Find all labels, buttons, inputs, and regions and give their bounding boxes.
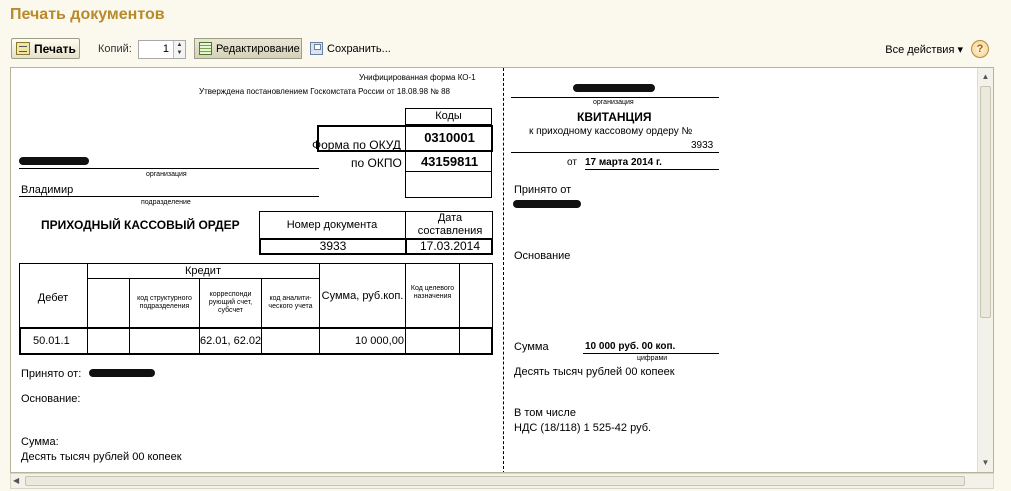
division-value: Владимир [21,184,74,196]
okpo-label: по ОКПО [351,156,402,170]
help-icon[interactable]: ? [971,40,989,58]
vertical-scrollbar[interactable] [977,68,993,472]
edit-toggle-button[interactable] [194,38,302,59]
col-sum: Сумма, руб.коп. [321,289,404,302]
row-debit: 50.01.1 [33,335,70,347]
redacted-receipt-payer [513,200,581,208]
receipt-basis-label: Основание [514,250,571,262]
save-button-label: Сохранить... [327,42,391,55]
accepted-from-label: Принято от: [21,368,82,380]
cut-line [503,68,504,473]
rule [19,196,319,197]
horizontal-scroll-thumb[interactable] [25,476,965,486]
sum-label: Сумма: [21,436,59,448]
redacted-payer [89,369,155,377]
okud-value: 0310001 [424,129,475,145]
receipt-accepted-from-label: Принято от [514,184,572,196]
rule [19,168,319,169]
basis-label: Основание: [21,393,81,405]
receipt-org-caption: организация [593,99,634,106]
okpo-value: 43159811 [420,153,479,169]
rule [405,125,406,195]
window-title: Печать документов [10,6,165,23]
receipt-date: 17 марта 2014 г. [585,157,662,168]
receipt-subtitle: к приходному кассовому ордеру № [529,126,693,137]
receipt-title: КВИТАНЦИЯ [577,110,652,124]
doc-number: 3933 [319,238,347,253]
col-purpose: Код целевого назначения [410,284,455,300]
scroll-left-icon[interactable]: ◀ [13,476,20,485]
print-button[interactable] [11,38,80,59]
copies-stepper[interactable] [138,40,186,59]
col-struct: код структурного подразделения [137,294,192,310]
okud-label: Форма по ОКУД [312,138,401,152]
document-view[interactable] [10,67,994,473]
copies-label: Копий: [98,43,132,55]
receipt-sum-value: 10 000 руб. 00 коп. [585,341,676,352]
receipt-vat: НДС (18/118) 1 525-42 руб. [514,422,652,434]
col-corr: корреспонди рующий счет, субсчет [208,290,253,315]
print-button-label: Печать [34,41,76,56]
spin-down-icon[interactable]: ▼ [176,50,183,56]
col-debit: Дебет [37,291,69,304]
rule [405,171,492,172]
redacted-receipt-org [573,84,655,92]
receipt-sum-words: Десять тысяч рублей 00 копеек [514,366,675,378]
receipt-incl-label: В том числе [514,407,576,419]
copies-input[interactable]: 1 [162,43,169,55]
save-button[interactable] [310,38,391,59]
rule [87,278,319,279]
col-credit: Кредит [184,264,221,277]
sum-words-partial: Десять тысяч рублей 00 копеек [21,451,182,463]
receipt-sum-label: Сумма [514,341,549,353]
form-approval: Утверждена постановлением Госкомстата России от 18.08.98 № 88 [199,87,450,96]
division-caption: подразделение [141,199,191,206]
doc-date-header: Дата составления [417,212,483,237]
row-corr: 62.01, 62.02 [200,335,262,347]
edit-icon [199,42,212,55]
row-sum: 10 000,00 [355,335,404,347]
form-name: Унифицированная форма КО-1 [359,73,476,82]
rule [585,169,719,170]
scroll-up-icon[interactable]: ▲ [981,72,990,81]
col-analytic: код аналити-ческого учета [268,294,313,310]
rule [583,353,719,354]
scroll-down-icon[interactable]: ▼ [981,458,990,467]
copies-spin-buttons[interactable] [173,41,185,58]
org-caption: организация [146,171,187,178]
vertical-scroll-thumb[interactable] [980,86,991,318]
redacted-organization [19,157,89,165]
printer-icon [16,42,30,55]
receipt-number: 3933 [691,140,714,151]
doc-date: 17.03.2014 [419,238,481,253]
edit-button-label: Редактирование [216,42,300,55]
receipt-date-prefix: от [567,157,577,168]
toolbar [0,36,1011,62]
codes-header: Коды [435,109,462,122]
doc-number-header: Номер документа [286,218,378,231]
all-actions-menu[interactable]: Все действия ▾ [885,44,963,56]
floppy-icon [310,42,323,55]
rule [511,152,719,153]
horizontal-scrollbar[interactable] [10,473,994,489]
order-title: ПРИХОДНЫЙ КАССОВЫЙ ОРДЕР [41,218,240,232]
rule [511,97,719,98]
spin-up-icon[interactable]: ▲ [176,42,183,48]
receipt-digits-caption: цифрами [637,355,668,362]
